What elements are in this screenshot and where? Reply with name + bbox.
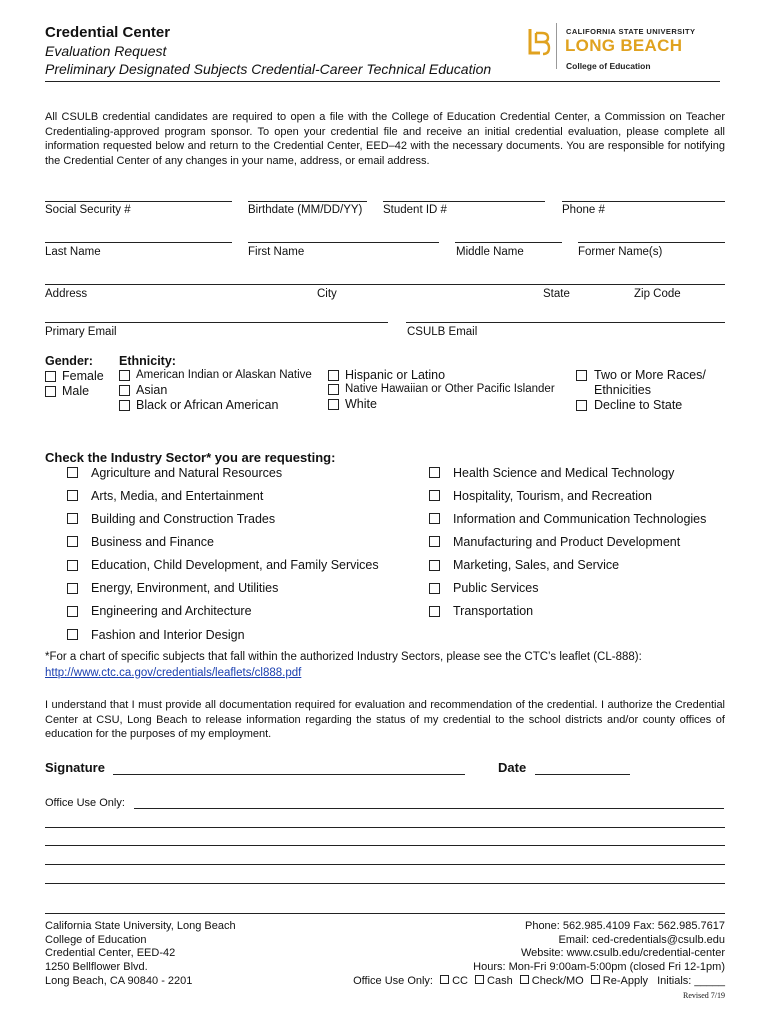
footer-contact-line: Phone: 562.985.4109 Fax: 562.985.7617 [524,920,725,932]
footer-rule [45,913,725,914]
office-use-line[interactable] [45,883,725,884]
eth-black-checkbox[interactable] [119,400,130,411]
sector-checkbox[interactable] [67,490,78,501]
last-name-line[interactable] [45,242,232,243]
state-label: State [543,288,570,300]
former-names-line[interactable] [578,242,725,243]
sector-label: Information and Communication Technologies [453,512,707,526]
middle-name-line[interactable] [455,242,562,243]
eth-asian-label: Asian [136,383,168,397]
phone-label: Phone # [562,204,605,216]
logo-university: CALIFORNIA STATE UNIVERSITY [566,27,696,36]
agreement-paragraph: I understand that I must provide all documentation required for evaluation and recommendation of the credential. I authorize the Credential Center at CSU, Long Beach to release information regarding the status of my credential to the school districts and/or county offices of education for the purposes of my employment. [45,699,725,740]
eth-decline-label: Decline to State [594,398,683,412]
footer-office-use-prefix: Office Use Only: [353,974,433,987]
eth-white-checkbox[interactable] [328,399,339,410]
sector-checkbox[interactable] [429,490,440,501]
first-name-label: First Name [248,246,305,258]
sector-checkbox[interactable] [67,536,78,547]
sector-label: Engineering and Architecture [91,604,252,618]
sector-label: Building and Construction Trades [91,512,276,526]
sector-heading: Check the Industry Sector* you are requesting: [45,450,336,465]
sector-checkbox[interactable] [429,560,440,571]
sector-footnote: *For a chart of specific subjects that fall within the authorized Industry Sectors, please see the CTC’s leaflet (CL-888): [45,651,642,663]
primary-email-line[interactable] [45,322,388,323]
sector-checkbox[interactable] [67,606,78,617]
eth-hawaiian-label: Native Hawaiian or Other Pacific Islander [345,383,555,395]
re-apply-checkbox[interactable] [591,975,600,984]
zip-label: Zip Code [634,288,681,300]
sector-checkbox[interactable] [67,513,78,524]
office-use-line[interactable] [45,864,725,865]
footer-address-line: Long Beach, CA 90840 - 2201 [45,974,193,987]
ctc-leaflet-link[interactable]: http://www.ctc.ca.gov/credentials/leaflets/cl888.pdf [45,667,302,679]
office-use-line[interactable] [45,827,725,828]
address-label: Address [45,288,88,300]
form-program-title: Preliminary Designated Subjects Credential-Career Technical Education [45,61,492,77]
birthdate-label: Birthdate (MM/DD/YY) [248,204,363,216]
footer-contact-line: Hours: Mon-Fri 9:00am-5:00pm (closed Fri 12-1pm) [473,961,725,974]
footer-contact-line: Website: www.csulb.edu/credential-center [520,947,725,960]
sector-checkbox[interactable] [67,583,78,594]
student-id-label: Student ID # [383,204,447,216]
footer-address [45,920,236,989]
check-mo-checkbox[interactable] [520,975,529,984]
sector-label: Health Science and Medical Technology [453,466,675,480]
sector-label: Education, Child Development, and Family Services [91,558,379,572]
eth-white-label: White [345,397,377,411]
logo-campus: LONG BEACH [565,36,683,55]
sector-checkbox[interactable] [429,513,440,524]
lb-logo-icon [527,27,551,59]
sector-label: Fashion and Interior Design [91,628,245,642]
gender-female-label: Female [62,369,104,383]
footer-contact [353,920,725,989]
csulb-email-label: CSULB Email [407,326,478,338]
footer-address-line: California State University, Long Beach [45,920,236,932]
sector-label: Transportation [453,604,534,618]
gender-label: Gender: [45,354,93,368]
eth-asian-checkbox[interactable] [119,385,130,396]
intro-paragraph: All CSULB credential candidates are required to open a file with the College of Education Credential Center, a Commission on Teacher Credentialing-approved program sponsor. To open your credential file and receive an initial credential evaluation, please complete all information requested below and return to the Credential Center, EED–42 with the necessary documents. You are responsible for notifying the Credential Center of any changes in your name, address, or email address. [45,111,725,167]
footer-contact-line: Email: ced-credentials@csulb.edu [558,933,725,946]
form-subtitle: Evaluation Request [45,43,167,59]
sector-checkbox[interactable] [429,536,440,547]
eth-hispanic-checkbox[interactable] [328,370,339,381]
sector-label: Arts, Media, and Entertainment [91,489,264,503]
header-rule [45,81,720,82]
footer-office-use-row [353,975,725,989]
office-use-line[interactable] [134,808,724,809]
student-id-line[interactable] [383,201,545,202]
sector-label: Business and Finance [91,535,214,549]
office-use-label: Office Use Only: [45,797,125,809]
ethnicity-label: Ethnicity: [119,354,176,368]
date-label: Date [498,760,527,775]
cc-checkbox[interactable] [440,975,449,984]
eth-american-indian-label: American Indian or Alaskan Native [136,369,312,381]
sector-label: Energy, Environment, and Utilities [91,581,279,595]
birthdate-line[interactable] [248,201,367,202]
eth-two-or-more-label-cont: Ethnicities [594,383,651,397]
date-line[interactable] [535,774,630,775]
csulb-email-line[interactable] [406,322,725,323]
sector-label: Manufacturing and Product Development [453,535,681,549]
logo-divider [556,23,557,69]
ssn-label: Social Security # [45,204,131,216]
former-names-label: Former Name(s) [578,246,663,258]
signature-label: Signature [45,760,105,775]
first-name-line[interactable] [248,242,439,243]
sector-checkbox[interactable] [429,583,440,594]
primary-email-label: Primary Email [45,326,117,338]
cash-label: Cash [487,974,513,987]
ssn-line[interactable] [45,201,232,202]
eth-two-or-more-label: Two or More Races/ [594,368,706,382]
eth-two-or-more-checkbox[interactable] [576,370,587,381]
footer-address-line: 1250 Bellflower Blvd. [45,961,148,974]
eth-hawaiian-checkbox[interactable] [328,384,339,395]
middle-name-label: Middle Name [456,246,524,258]
cc-label: CC [452,974,468,987]
office-use-line[interactable] [45,845,725,846]
sector-label: Agriculture and Natural Resources [91,466,283,480]
gender-male-checkbox[interactable] [45,386,56,397]
page-title: Credential Center [45,24,171,41]
eth-hispanic-label: Hispanic or Latino [345,368,446,382]
logo-college: College of Education [566,61,651,71]
city-label: City [317,288,337,300]
sector-checkbox[interactable] [67,629,78,640]
initials-field[interactable]: Initials: _____ [657,974,725,987]
sector-checkbox[interactable] [67,467,78,478]
footer-address-line: College of Education [45,933,147,946]
footer-address-line: Credential Center, EED-42 [45,947,176,960]
eth-black-label: Black or African American [136,398,279,412]
address-line[interactable] [45,284,725,285]
revised-note: Revised 7/19 [683,991,725,1000]
signature-line[interactable] [113,774,465,775]
sector-checkbox[interactable] [429,467,440,478]
cash-checkbox[interactable] [475,975,484,984]
gender-male-label: Male [62,384,90,398]
sector-label: Marketing, Sales, and Service [453,558,620,572]
sector-label: Hospitality, Tourism, and Recreation [453,489,652,503]
sector-checkbox[interactable] [429,606,440,617]
sector-checkbox[interactable] [67,560,78,571]
eth-decline-checkbox[interactable] [576,400,587,411]
last-name-label: Last Name [45,246,101,258]
phone-line[interactable] [562,201,725,202]
sector-label: Public Services [453,581,539,595]
gender-female-checkbox[interactable] [45,371,56,382]
eth-american-indian-checkbox[interactable] [119,370,130,381]
check-mo-label: Check/MO [531,974,584,987]
re-apply-label: Re-Apply [602,974,649,987]
